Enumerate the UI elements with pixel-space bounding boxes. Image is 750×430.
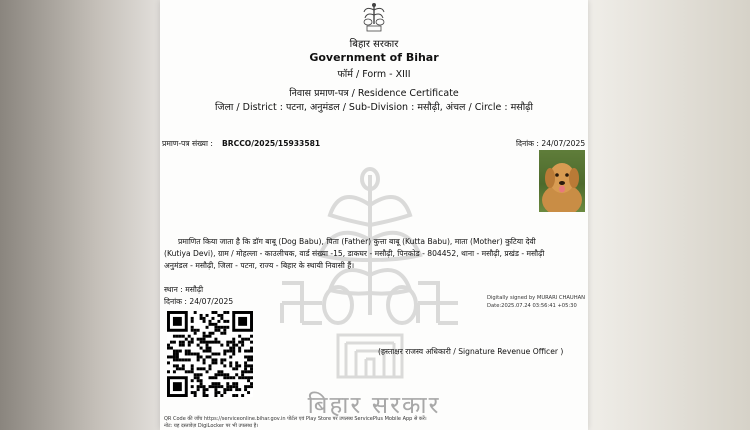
place: स्थान : मसौढ़ी — [164, 285, 204, 294]
footer-digilocker-note: नोट: यह दस्तावेज़ DigiLocker पर भी उपलब्ध है। — [164, 423, 259, 429]
digital-signature-date: Date:2025.07.24 03:56:41 +05:30 — [487, 303, 577, 309]
applicant-photo — [539, 150, 585, 212]
signature-label: (हस्ताक्षर राजस्व अधिकारी / Signature Revenue Officer ) — [378, 347, 564, 356]
digital-signature-name: Digitally signed by MURARI CHAUHAN — [487, 295, 586, 301]
dog-photo-icon — [539, 150, 585, 212]
form-number: फॉर्म / Form - XIII — [337, 69, 411, 80]
background-right — [585, 0, 750, 430]
body-line-2: (Kutiya Devi), ग्राम / मोहल्ला - काउलीचक, वार्ड संख्या -15, डाकघर - मसौढ़ी, पिनकोड - 804452, थाना - मसौढ़ी, प्रखंड - मसौढ़ी — [164, 249, 545, 258]
location-line: जिला / District : पटना, अनुमंडल / Sub-Division : मसौढ़ी, अंचल / Circle : मसौढ़ी — [214, 102, 533, 113]
body-line-1: प्रमाणित किया जाता है कि डॉग बाबू (Dog Babu), पिता (Father) कुत्ता बाबू (Kutta Babu), माता (Mother) कुटिया देवी — [178, 237, 536, 246]
footer-qr-note: QR Code की जाँच https://serviceonline.bihar.gov.in पोर्टल एवं Play Store पर उपलब्ध ServicePlus Mobile App से करें। — [164, 416, 427, 422]
background-left — [0, 0, 160, 430]
watermark-text: बिहार सरकार — [307, 391, 441, 419]
qr-code — [167, 311, 253, 397]
certificate-title: निवास प्रमाण-पत्र / Residence Certificate — [289, 88, 459, 99]
state-name-hindi: बिहार सरकार — [349, 39, 399, 50]
issue-date-top: दिनांक : 24/07/2025 — [516, 139, 586, 148]
bihar-watermark-icon — [280, 165, 460, 425]
certificate-number-label: प्रमाण-पत्र संख्या : — [162, 139, 213, 148]
government-title: Government of Bihar — [309, 51, 439, 64]
certificate-number-value: BRCCO/2025/15933581 — [222, 139, 321, 148]
issue-date-bottom: दिनांक : 24/07/2025 — [164, 297, 234, 306]
body-line-3: अनुमंडल - मसौढ़ी, जिला - पटना, राज्य - बिहार के स्थायी निवासी हैं। — [164, 261, 355, 270]
certificate-document — [160, 0, 588, 430]
bihar-emblem-icon — [356, 0, 392, 34]
